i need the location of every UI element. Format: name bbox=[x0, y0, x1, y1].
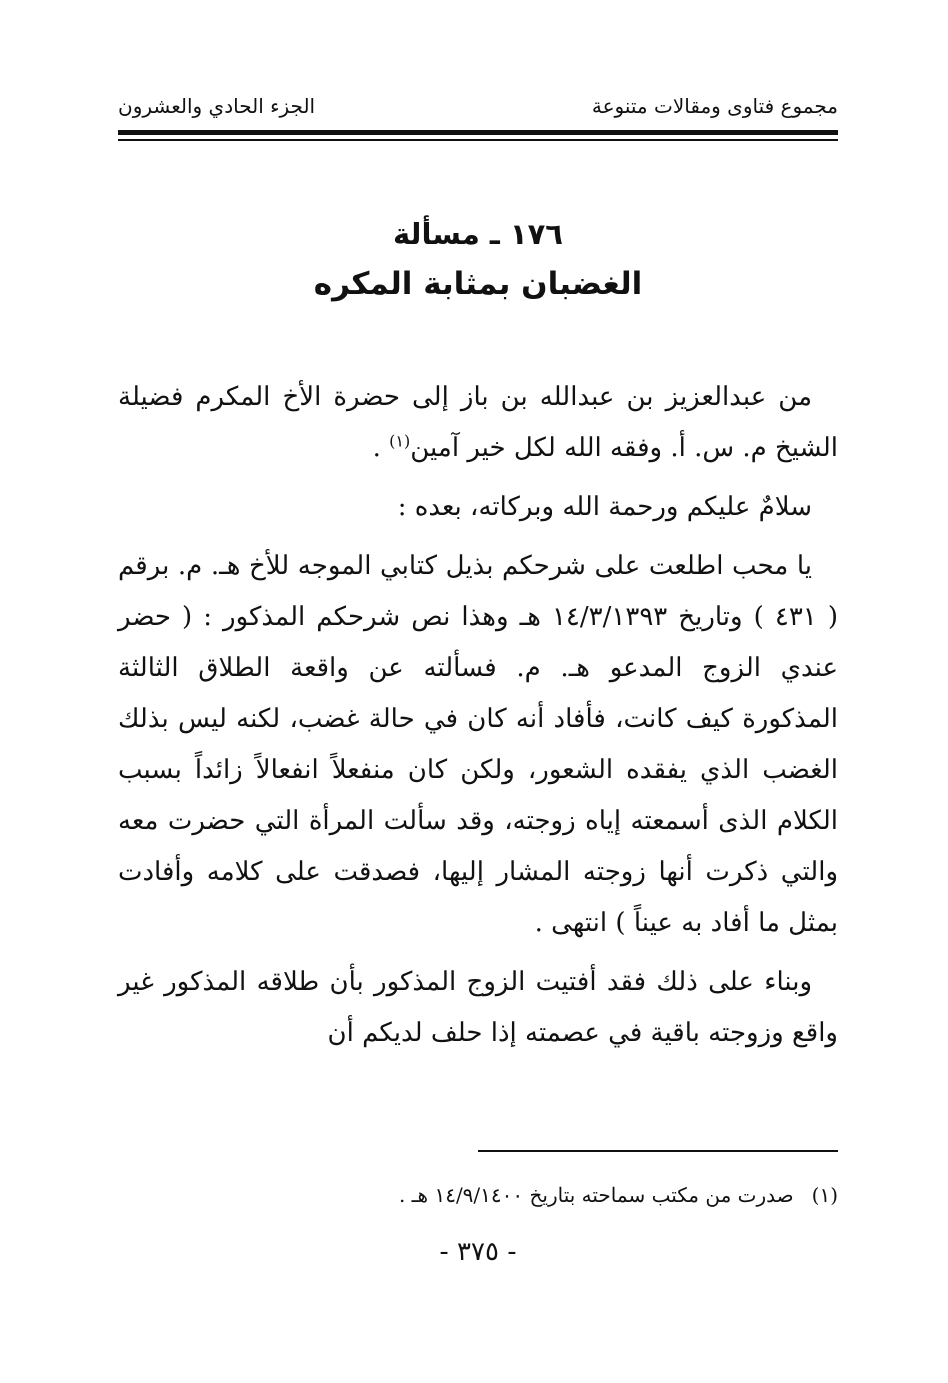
paragraph-ruling: وبناء على ذلك فقد أفتيت الزوج المذكور بأن طلاقه المذكور غير واقع وزوجته باقية في عصمته إذا حلف لديكم أن bbox=[118, 967, 838, 1048]
footnote-reference: (١) bbox=[389, 431, 411, 451]
header-divider-thin bbox=[118, 139, 838, 141]
header-divider bbox=[118, 130, 838, 144]
book-title: مجموع فتاوى ومقالات متنوعة bbox=[591, 94, 838, 118]
volume-label: الجزء الحادي والعشرون bbox=[118, 94, 316, 118]
running-header bbox=[118, 92, 838, 132]
paragraph-salutation-end: . bbox=[372, 433, 390, 463]
header-divider-thick bbox=[118, 130, 838, 135]
footnote-divider bbox=[478, 1150, 838, 1152]
footnote-text: صدرت من مكتب سماحته بتاريخ ١٤/٩/١٤٠٠ هـ . bbox=[398, 1183, 794, 1207]
paragraph-report: يا محب اطلعت على شرحكم بذيل كتابي الموجه للأخ هـ. م. برقم ( ٤٣١ ) وتاريخ ١٤/٣/١٣٩٣ هـ وهذا نص شرحكم المذكور : ( حضر عندي الزوج المدعو هـ. م. فسألته عن واقعة الطلاق الثالثة المذكورة كيف كانت، فأفاد أنه كان في حالة غضب، لكنه ليس بذلك الغضب الذي يفقده الشعور، ولكن كان منفعلاً انفعالاً زائداً بسبب الكلام الذى أسمعته إياه زوجته، وقد سألت المرأة التي حضرت معه والتي ذكرت أنها زوجته المشار إليها، فصدقت على كلامه وأفادت بمثل ما أفاد به عيناً ) انتهى . bbox=[118, 551, 838, 938]
issue-title: الغضبان بمثابة المكره bbox=[313, 266, 643, 302]
title-block bbox=[118, 212, 838, 306]
paragraph-greeting: سلامٌ عليكم ورحمة الله وبركاته، بعده : bbox=[397, 492, 812, 522]
paragraph-salutation bbox=[118, 372, 838, 474]
issue-number: ١٧٦ ـ مسألة bbox=[392, 217, 564, 251]
paragraph-salutation-text: من عبدالعزيز بن عبدالله بن باز إلى حضرة الأخ المكرم فضيلة الشيخ م. س. أ. وفقه الله لكل خير آمين bbox=[118, 382, 838, 463]
footnote bbox=[118, 1180, 838, 1210]
footnote-marker: (١) bbox=[811, 1183, 838, 1207]
body-text bbox=[118, 372, 838, 1059]
page-number: - ٣٧٥ - bbox=[439, 1237, 517, 1267]
